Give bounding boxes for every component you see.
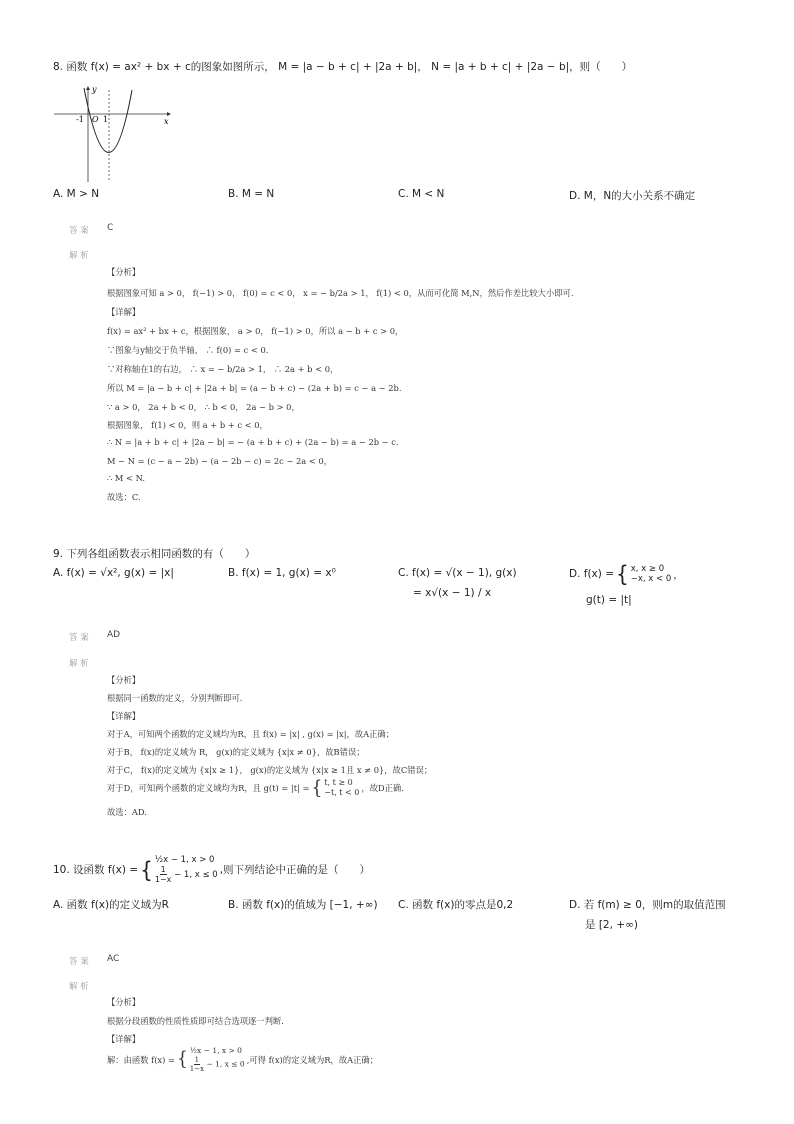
q8-option-a[interactable]: A. M > N xyxy=(53,188,100,200)
q9-option-c-line2[interactable]: = x√(x − 1) / x xyxy=(413,587,492,599)
case-line: −x, x < 0 xyxy=(630,574,672,584)
q8-line: ∴ N = |a + b + c| + |2a − b| = − (a + b + c) + (2a − b) = a − 2b − c. xyxy=(107,437,399,447)
x-label: x xyxy=(164,117,169,126)
fraction xyxy=(155,865,172,884)
q8-line: ∵ a > 0， 2a + b < 0， ∴ b < 0， 2a − b > 0， xyxy=(107,402,300,412)
q8-line: f(x) = ax² + bx + c，根据图象， a > 0， f(−1) > 0，所以 a − b + c > 0， xyxy=(107,326,404,336)
q8-analysis-label: 解 析 xyxy=(69,251,89,261)
q9-line-d-prefix: 对于D，可知两个函数的定义域均为R，且 g(t) = |t| = xyxy=(107,783,310,793)
neg-one-label: -1 xyxy=(76,115,84,124)
q10-stem xyxy=(53,855,370,884)
q8-line: ∵对称轴在1的右边， ∴ x = − b/2a > 1， ∴ 2a + b < 0， xyxy=(107,364,339,374)
q8-option-d[interactable]: D. M，N的大小关系不确定 xyxy=(569,190,696,202)
case-line xyxy=(155,865,218,884)
brace-icon: { xyxy=(616,560,629,588)
q9-option-b[interactable]: B. f(x) = 1, g(x) = x⁰ xyxy=(228,567,336,579)
q8-line: M − N = (c − a − 2b) − (a − 2b − c) = 2c − 2a < 0， xyxy=(107,456,333,466)
q9-line: 【详解】 xyxy=(107,711,141,721)
case-line: x, x ≥ 0 xyxy=(630,564,665,574)
q10-option-b[interactable]: B. 函数 f(x)的值域为 [−1, +∞) xyxy=(228,899,378,911)
q8-answer: C xyxy=(107,223,114,233)
case-line: ½x − 1, x > 0 xyxy=(154,855,215,865)
q9-option-d-prefix: D. f(x) = xyxy=(569,568,614,580)
q8-option-b[interactable]: B. M = N xyxy=(228,188,275,200)
brace-icon: { xyxy=(176,1047,188,1070)
q9-option-a[interactable]: A. f(x) = √x², g(x) = |x| xyxy=(53,567,174,579)
q10-line: 根据分段函数的性质性质即可结合选项逐一判断. xyxy=(107,1016,284,1026)
numerator: 1 xyxy=(194,1056,200,1064)
q10-option-d-line2[interactable]: 是 [2, +∞) xyxy=(585,919,638,931)
q8-answer-label: 答 案 xyxy=(69,226,89,236)
case-line: −t, t < 0 xyxy=(324,788,360,797)
q9-final: 故选：AD. xyxy=(107,807,147,817)
q10-option-a[interactable]: A. 函数 f(x)的定义域为R xyxy=(53,899,169,911)
q10-stem-cases xyxy=(155,855,218,884)
q9-line: 对于B， f(x)的定义域为 R， g(x)的定义域为 {x|x ≠ 0}，故B错误； xyxy=(107,747,365,757)
brace-icon: { xyxy=(140,856,153,883)
q10-last-line xyxy=(107,1046,378,1073)
q10-option-c[interactable]: C. 函数 f(x)的零点是0,2 xyxy=(398,899,514,911)
q8-line: ∵图象与y轴交于负半轴， ∴ f(0) = c < 0. xyxy=(107,345,269,355)
q10-stem-suffix: ,则下列结论中正确的是（ ） xyxy=(219,864,371,876)
numerator: 1 xyxy=(160,865,166,874)
q10-answer-label: 答 案 xyxy=(69,957,89,967)
q8-line: 【分析】 xyxy=(107,267,141,277)
q9-line: 对于C， f(x)的定义域为 {x|x ≥ 1}， g(x)的定义域为 {x|x ≥ 1且 x ≠ 0}，故C错误； xyxy=(107,765,433,775)
q9-option-c-line1[interactable]: C. f(x) = √(x − 1), g(x) xyxy=(398,567,517,579)
q9-line: 【分析】 xyxy=(107,675,141,685)
case-line xyxy=(190,1056,245,1073)
q9-line-d xyxy=(107,778,404,798)
q9-option-d-line2[interactable]: g(t) = |t| xyxy=(586,594,632,606)
q10-last-suffix: ,可得 f(x)的定义域为R，故A正确； xyxy=(246,1054,379,1065)
q8-line: 根据图象， f(1) < 0，则 a + b + c < 0， xyxy=(107,420,268,430)
denominator: 1−x xyxy=(189,1065,205,1073)
x-axis-arrow xyxy=(167,112,171,116)
brace-icon: { xyxy=(311,776,323,799)
q9-stem: 9. 下列各组函数表示相同函数的有（ ） xyxy=(53,548,256,560)
q9-option-d-cases xyxy=(631,564,672,584)
q8-option-c[interactable]: C. M < N xyxy=(398,188,445,200)
q9-line: 根据同一函数的定义，分别判断即可. xyxy=(107,693,243,703)
q10-last-cases xyxy=(190,1046,245,1073)
q9-answer-label: 答 案 xyxy=(69,633,89,643)
q9-analysis-label: 解 析 xyxy=(69,659,89,669)
q8-stem: 8. 函数 f(x) = ax² + bx + c的图象如图所示， M = |a − b + c| + |2a + b|， N = |a + b + c| + |2a − b|，则（ ） xyxy=(53,61,633,73)
q10-last-prefix: 解：由函数 f(x) = xyxy=(107,1054,175,1065)
q9-option-d-suffix: ， xyxy=(673,568,684,581)
q8-line: 所以 M = |a − b + c| + |2a + b| = (a − b + c) − (2a + b) = c − a − 2b. xyxy=(107,383,402,393)
denominator: 1−x xyxy=(154,875,172,884)
q8-line: ∴ M < N. xyxy=(107,473,146,483)
q9-line-d-cases xyxy=(324,778,359,798)
case-rest: − 1, x ≤ 0 xyxy=(206,1059,245,1069)
q10-analysis-label: 解 析 xyxy=(69,982,89,992)
q9-line-d-suffix: ，故D正确. xyxy=(361,783,404,793)
q9-option-d[interactable] xyxy=(569,560,684,588)
fraction xyxy=(190,1056,204,1073)
y-axis-arrow xyxy=(86,86,90,90)
q9-answer: AD xyxy=(107,630,121,640)
q9-line: 对于A，可知两个函数的定义域均为R，且 f(x) = |x| , g(x) = |x|，故A正确； xyxy=(107,729,394,739)
origin-label: O xyxy=(92,115,99,124)
one-label: 1 xyxy=(103,115,109,124)
q10-option-d[interactable]: D. 若 f(m) ≥ 0，则m的取值范围 xyxy=(569,899,726,911)
case-line: ½x − 1, x > 0 xyxy=(189,1046,242,1055)
q10-stem-prefix: 10. 设函数 f(x) = xyxy=(53,864,139,876)
q8-line: 【详解】 xyxy=(107,307,141,317)
q8-line: 故选：C. xyxy=(107,492,141,502)
q10-line: 【分析】 xyxy=(107,997,141,1007)
q10-line: 【详解】 xyxy=(107,1034,141,1044)
case-line: t, t ≥ 0 xyxy=(324,778,353,787)
q8-parabola-graph xyxy=(52,86,172,186)
q10-answer: AC xyxy=(107,954,120,964)
q8-line: 根据图象可知 a > 0， f(−1) > 0， f(0) = c < 0， x = − b/2a > 1， f(1) < 0，从而可化简 M,N，然后作差比较大小即可. xyxy=(107,288,574,298)
case-rest: − 1, x ≤ 0 xyxy=(174,870,218,880)
y-label: y xyxy=(92,86,97,94)
